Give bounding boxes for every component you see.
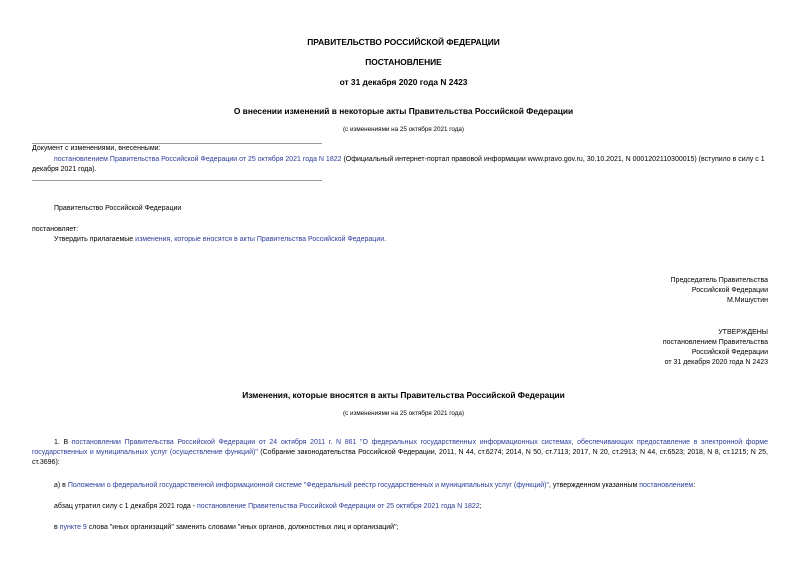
changes-revision-note: (с изменениями на 25 октября 2021 года): [342, 410, 465, 417]
government-heading: ПРАВИТЕЛЬСТВО РОССИЙСКОЙ ФЕДЕРАЦИИ: [307, 37, 500, 47]
approved-country: Российской Федерации: [691, 349, 768, 357]
point-9-text: слова "иных организаций" заменить словами "иных органов, должностных лиц и организаций";: [86, 524, 399, 531]
point-9-prefix: в: [54, 524, 60, 531]
changes-link[interactable]: изменения, которые вносятся в акты Правительства Российской Федерации: [135, 236, 385, 243]
repealed-end: ;: [479, 503, 482, 510]
repealed-text: абзац утратил силу с 1 декабря 2021 года -: [54, 503, 198, 510]
decree-1822-link[interactable]: постановление Правительства Российской Федерации от 25 октября 2021 года N 1822: [197, 503, 480, 510]
signature-name: М.Мишустин: [726, 297, 768, 305]
point-9-link[interactable]: пункте 9: [59, 524, 87, 531]
approve-clause-end: .: [384, 236, 387, 243]
amendments-text: [32, 155, 768, 175]
amendments-top-rule: [32, 143, 322, 144]
amendments-intro: Документ с изменениями, внесенными:: [32, 145, 161, 152]
signature-country: Российской Федерации: [691, 287, 768, 295]
signature-position: Председатель Правительства: [670, 277, 768, 284]
doc-type-heading: ПОСТАНОВЛЕНИЕ: [365, 57, 442, 67]
amendment-decree-link[interactable]: постановлением Правительства Российской Федерации от 25 октября 2021 года N 1822: [54, 156, 342, 163]
change-item-1-num: 1. В: [54, 439, 72, 446]
amendment-details: (Официальный интернет-портал правовой информации www.pravo.gov.ru, 30.10.2021, N 0001202110300015) (вступило в силу с 1 декабря 2021 года).: [32, 156, 765, 174]
change-paragraph-repealed: [32, 503, 768, 511]
revision-note: (с изменениями на 25 октября 2021 года): [342, 126, 465, 133]
approved-by: постановлением Правительства: [662, 339, 768, 347]
change-paragraph-point-9: [32, 524, 768, 532]
approved-date: от 31 декабря 2020 года N 2423: [664, 359, 768, 367]
changes-title: Изменения, которые вносятся в акты Правительства Российской Федерации: [242, 390, 565, 400]
change-item-a-end: :: [693, 482, 696, 489]
change-item-a-num: а) в: [54, 482, 68, 489]
approve-clause-text: Утвердить прилагаемые: [54, 236, 136, 243]
document-title: О внесении изменений в некоторые акты Правительства Российской Федерации: [233, 106, 574, 116]
doc-date-heading: от 31 декабря 2020 года N 2423: [339, 77, 468, 87]
approved-label: УТВЕРЖДЕНЫ: [718, 329, 768, 336]
decrees-label: постановляет:: [32, 226, 79, 233]
amendments-bottom-rule: [32, 180, 322, 181]
change-item-a: [32, 482, 768, 490]
decree-861-link[interactable]: постановлении Правительства Российской Федерации от 24 октября 2011 г. N 861 "О федеральных государственных информационных системах, обеспечивающих предоставление в электронной форме государственных и муниципальных услуг (осуществление функций)": [32, 439, 768, 457]
approve-clause: [32, 236, 768, 244]
decree-link[interactable]: постановлением: [639, 482, 694, 489]
registry-regulation-link[interactable]: Положении о федеральной государственной информационной системе "Федеральный реестр государственных и муниципальных услуг (функций)": [67, 482, 549, 489]
approved-block: [600, 328, 768, 369]
change-item-a-mid: , утвержденном указанным: [548, 482, 640, 489]
issuing-authority: Правительство Российской Федерации: [54, 205, 182, 212]
change-item-1-source: (Собрание законодательства Российской Федерации, 2011, N 44, ст.6274; 2014, N 50, ст.7113; 2017, N 20, ст.2913; N 44, ст.6523; 2018, N 8, ст.1215; N 25, ст.3696):: [32, 449, 768, 467]
change-item-1: [32, 438, 768, 468]
signature-block: [600, 276, 768, 306]
